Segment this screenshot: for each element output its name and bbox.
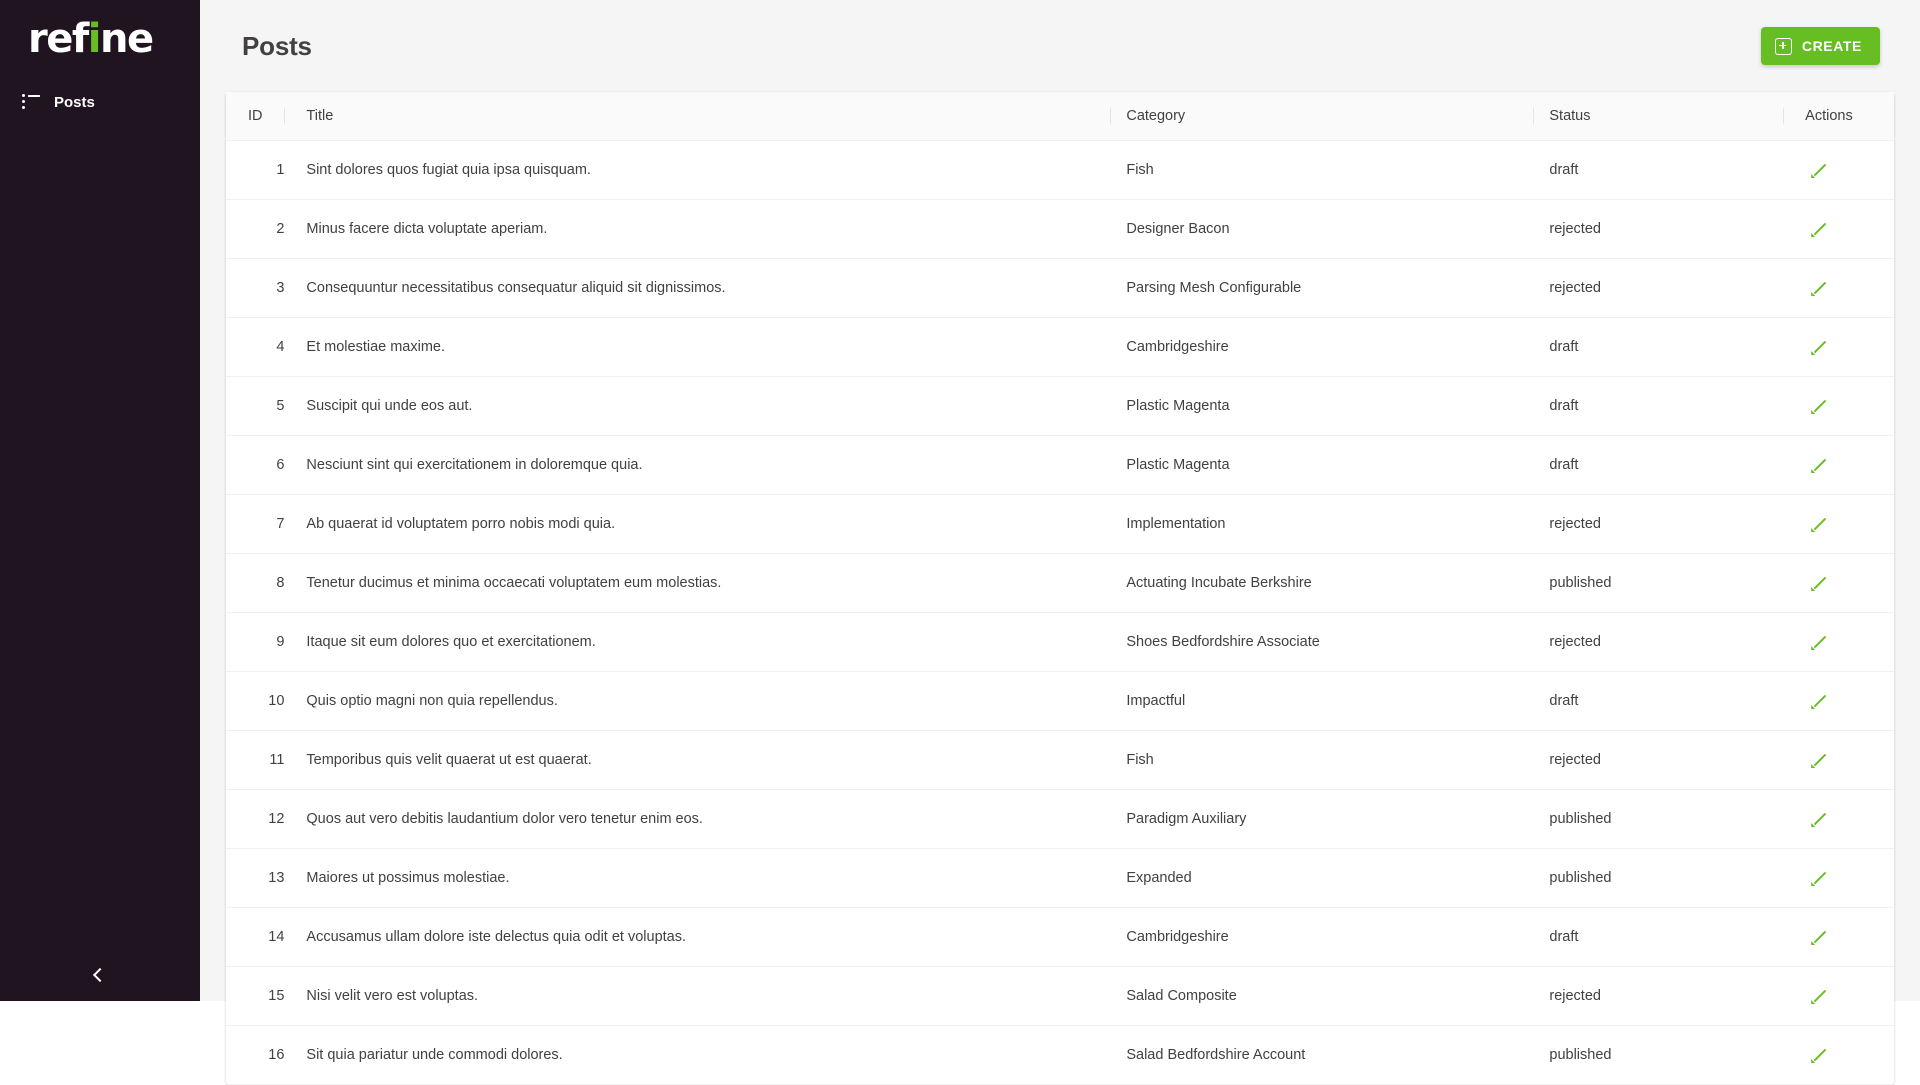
- cell-category: Implementation: [1110, 495, 1533, 554]
- edit-button[interactable]: [1805, 923, 1833, 951]
- edit-button[interactable]: [1805, 274, 1833, 302]
- cell-id: 16: [226, 1026, 284, 1085]
- cell-title: Maiores ut possimus molestiae.: [284, 849, 1110, 908]
- cell-title: Nisi velit vero est voluptas.: [284, 967, 1110, 1026]
- sidebar: [0, 0, 200, 1001]
- sidebar-item-posts[interactable]: [0, 82, 200, 122]
- table-row: [226, 318, 1894, 377]
- pencil-icon: [1811, 693, 1827, 709]
- table-row: [226, 849, 1894, 908]
- plus-square-icon: [1775, 38, 1792, 55]
- cell-id: 9: [226, 613, 284, 672]
- table-row: [226, 790, 1894, 849]
- cell-actions: [1783, 259, 1894, 318]
- cell-id: 12: [226, 790, 284, 849]
- cell-status: published: [1533, 849, 1783, 908]
- cell-id: 8: [226, 554, 284, 613]
- cell-category: Plastic Magenta: [1110, 436, 1533, 495]
- sidebar-item-label: Posts: [54, 93, 95, 111]
- column-divider: [284, 108, 285, 125]
- posts-table-card: [226, 92, 1894, 1085]
- table-row: [226, 200, 1894, 259]
- cell-title: Quos aut vero debitis laudantium dolor vero tenetur enim eos.: [284, 790, 1110, 849]
- cell-status: rejected: [1533, 200, 1783, 259]
- table-header-row: [226, 92, 1894, 141]
- pencil-icon: [1811, 339, 1827, 355]
- edit-button[interactable]: [1805, 1041, 1833, 1069]
- main-content: [200, 0, 1920, 1063]
- table-row: [226, 908, 1894, 967]
- cell-title: Sint dolores quos fugiat quia ipsa quisquam.: [284, 141, 1110, 200]
- edit-button[interactable]: [1805, 569, 1833, 597]
- page-header: [226, 0, 1894, 92]
- cell-actions: [1783, 731, 1894, 790]
- cell-id: 5: [226, 377, 284, 436]
- cell-actions: [1783, 967, 1894, 1026]
- cell-actions: [1783, 790, 1894, 849]
- pencil-icon: [1811, 516, 1827, 532]
- pencil-icon: [1811, 398, 1827, 414]
- edit-button[interactable]: [1805, 805, 1833, 833]
- cell-actions: [1783, 1026, 1894, 1085]
- cell-actions: [1783, 200, 1894, 259]
- cell-id: 4: [226, 318, 284, 377]
- edit-button[interactable]: [1805, 156, 1833, 184]
- cell-status: rejected: [1533, 613, 1783, 672]
- table-row: [226, 141, 1894, 200]
- edit-button[interactable]: [1805, 746, 1833, 774]
- table-row: [226, 967, 1894, 1026]
- edit-button[interactable]: [1805, 215, 1833, 243]
- column-header-actions-label: Actions: [1805, 108, 1853, 124]
- cell-actions: [1783, 377, 1894, 436]
- cell-title: Nesciunt sint qui exercitationem in doloremque quia.: [284, 436, 1110, 495]
- table-header: [226, 92, 1894, 141]
- cell-title: Tenetur ducimus et minima occaecati voluptatem eum molestias.: [284, 554, 1110, 613]
- column-header-category-label: Category: [1126, 108, 1186, 124]
- pencil-icon: [1811, 811, 1827, 827]
- table-row: [226, 436, 1894, 495]
- cell-title: Quis optio magni non quia repellendus.: [284, 672, 1110, 731]
- cell-actions: [1783, 849, 1894, 908]
- cell-status: rejected: [1533, 495, 1783, 554]
- cell-title: Suscipit qui unde eos aut.: [284, 377, 1110, 436]
- table-row: [226, 554, 1894, 613]
- pencil-icon: [1811, 929, 1827, 945]
- edit-button[interactable]: [1805, 510, 1833, 538]
- edit-button[interactable]: [1805, 333, 1833, 361]
- cell-id: 7: [226, 495, 284, 554]
- pencil-icon: [1811, 1047, 1827, 1063]
- table-row: [226, 731, 1894, 790]
- cell-category: Expanded: [1110, 849, 1533, 908]
- cell-category: Impactful: [1110, 672, 1533, 731]
- cell-title: Minus facere dicta voluptate aperiam.: [284, 200, 1110, 259]
- cell-category: Cambridgeshire: [1110, 318, 1533, 377]
- list-icon: [22, 95, 40, 109]
- edit-button[interactable]: [1805, 628, 1833, 656]
- cell-status: draft: [1533, 141, 1783, 200]
- cell-id: 15: [226, 967, 284, 1026]
- posts-table: [226, 92, 1894, 1085]
- edit-button[interactable]: [1805, 982, 1833, 1010]
- cell-status: published: [1533, 790, 1783, 849]
- pencil-icon: [1811, 988, 1827, 1004]
- edit-button[interactable]: [1805, 687, 1833, 715]
- cell-category: Paradigm Auxiliary: [1110, 790, 1533, 849]
- chevron-left-icon: [93, 968, 107, 982]
- cell-status: draft: [1533, 672, 1783, 731]
- cell-category: Cambridgeshire: [1110, 908, 1533, 967]
- cell-actions: [1783, 672, 1894, 731]
- cell-category: Parsing Mesh Configurable: [1110, 259, 1533, 318]
- brand-logo[interactable]: [0, 0, 200, 64]
- cell-id: 13: [226, 849, 284, 908]
- cell-category: Fish: [1110, 731, 1533, 790]
- column-header-id-label: ID: [248, 108, 263, 124]
- cell-title: Ab quaerat id voluptatem porro nobis modi quia.: [284, 495, 1110, 554]
- edit-button[interactable]: [1805, 392, 1833, 420]
- pencil-icon: [1811, 752, 1827, 768]
- table-row: [226, 495, 1894, 554]
- cell-status: draft: [1533, 318, 1783, 377]
- create-button[interactable]: [1761, 27, 1880, 65]
- cell-id: 14: [226, 908, 284, 967]
- cell-actions: [1783, 495, 1894, 554]
- cell-category: Shoes Bedfordshire Associate: [1110, 613, 1533, 672]
- column-divider: [1110, 108, 1111, 125]
- column-header-category[interactable]: [1110, 92, 1533, 141]
- cell-id: 11: [226, 731, 284, 790]
- pencil-icon: [1811, 634, 1827, 650]
- cell-category: Salad Composite: [1110, 967, 1533, 1026]
- column-divider: [1783, 108, 1784, 125]
- cell-category: Designer Bacon: [1110, 200, 1533, 259]
- column-divider: [1533, 108, 1534, 125]
- create-button-label: CREATE: [1801, 38, 1862, 54]
- cell-actions: [1783, 613, 1894, 672]
- pencil-icon: [1811, 575, 1827, 591]
- cell-status: rejected: [1533, 967, 1783, 1026]
- edit-button[interactable]: [1805, 864, 1833, 892]
- cell-category: Fish: [1110, 141, 1533, 200]
- column-header-title[interactable]: [284, 92, 1110, 141]
- table-row: [226, 672, 1894, 731]
- column-header-actions[interactable]: [1783, 92, 1894, 141]
- column-header-status[interactable]: [1533, 92, 1783, 141]
- cell-category: Plastic Magenta: [1110, 377, 1533, 436]
- pencil-icon: [1811, 221, 1827, 237]
- column-header-id[interactable]: [226, 92, 284, 141]
- pencil-icon: [1811, 457, 1827, 473]
- brand-logo-text: refine: [28, 16, 153, 62]
- pencil-icon: [1811, 162, 1827, 178]
- cell-status: rejected: [1533, 259, 1783, 318]
- cell-title: Accusamus ullam dolore iste delectus quia odit et voluptas.: [284, 908, 1110, 967]
- cell-id: 3: [226, 259, 284, 318]
- cell-title: Consequuntur necessitatibus consequatur aliquid sit dignissimos.: [284, 259, 1110, 318]
- cell-actions: [1783, 554, 1894, 613]
- cell-status: published: [1533, 554, 1783, 613]
- cell-status: rejected: [1533, 731, 1783, 790]
- cell-status: published: [1533, 1026, 1783, 1085]
- table-row: [226, 1026, 1894, 1085]
- sidebar-nav: [0, 82, 200, 122]
- cell-title: Sit quia pariatur unde commodi dolores.: [284, 1026, 1110, 1085]
- cell-status: draft: [1533, 908, 1783, 967]
- table-row: [226, 613, 1894, 672]
- table-row: [226, 259, 1894, 318]
- cell-category: Salad Bedfordshire Account: [1110, 1026, 1533, 1085]
- cell-actions: [1783, 141, 1894, 200]
- cell-id: 1: [226, 141, 284, 200]
- table-body: [226, 141, 1894, 1085]
- pencil-icon: [1811, 280, 1827, 296]
- cell-title: Et molestiae maxime.: [284, 318, 1110, 377]
- brand-logo-dot: i: [87, 16, 100, 62]
- cell-title: Itaque sit eum dolores quo et exercitationem.: [284, 613, 1110, 672]
- cell-title: Temporibus quis velit quaerat ut est quaerat.: [284, 731, 1110, 790]
- pencil-icon: [1811, 870, 1827, 886]
- cell-status: draft: [1533, 377, 1783, 436]
- cell-category: Actuating Incubate Berkshire: [1110, 554, 1533, 613]
- cell-id: 6: [226, 436, 284, 495]
- column-header-status-label: Status: [1549, 108, 1591, 124]
- cell-id: 2: [226, 200, 284, 259]
- cell-actions: [1783, 436, 1894, 495]
- table-row: [226, 377, 1894, 436]
- edit-button[interactable]: [1805, 451, 1833, 479]
- cell-id: 10: [226, 672, 284, 731]
- cell-status: draft: [1533, 436, 1783, 495]
- page-title: Posts: [242, 30, 312, 61]
- column-header-title-label: Title: [306, 108, 334, 124]
- sidebar-collapse-button[interactable]: [0, 949, 200, 1001]
- cell-actions: [1783, 908, 1894, 967]
- cell-actions: [1783, 318, 1894, 377]
